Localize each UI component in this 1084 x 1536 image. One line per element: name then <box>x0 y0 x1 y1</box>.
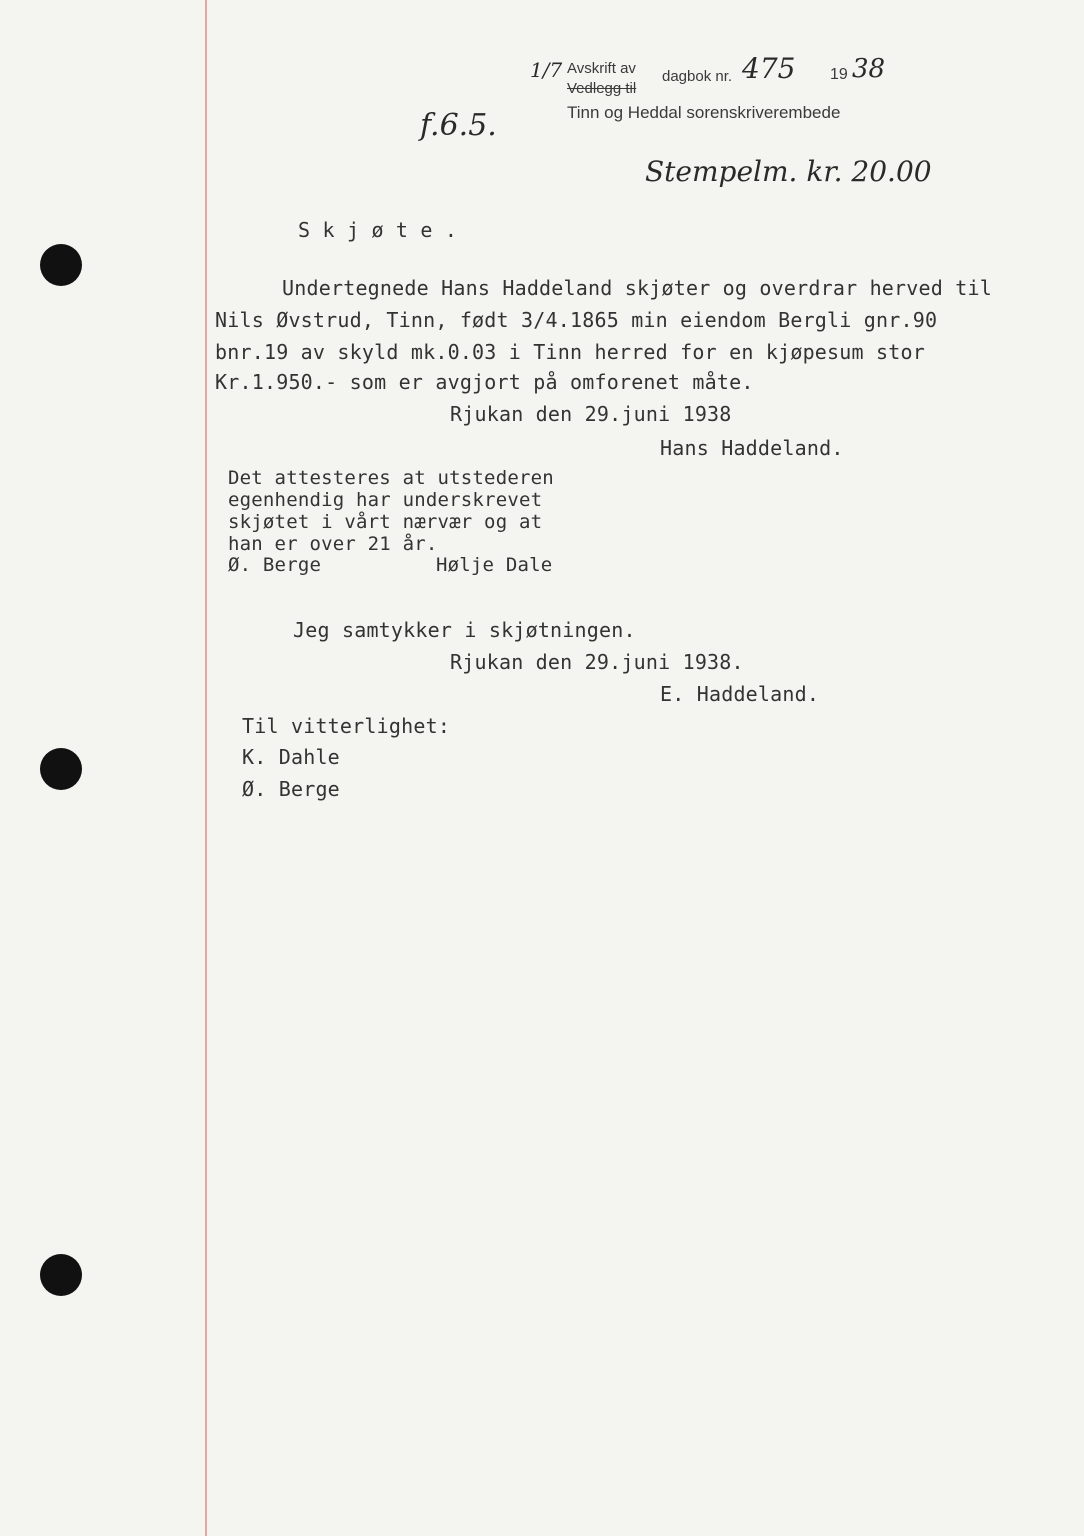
punch-hole-bottom <box>40 1254 82 1296</box>
body-line-2: Nils Øvstrud, Tinn, født 3/4.1865 min eiendom Bergli gnr.90 <box>215 308 938 332</box>
header-dagbok-label: dagbok nr. <box>662 68 733 85</box>
header-dagbok-number: 475 <box>742 52 796 85</box>
place-date-2: Rjukan den 29.juni 1938. <box>450 650 744 674</box>
attest-line-1: Det attesteres at utstederen <box>228 467 554 489</box>
consent-line: Jeg samtykker i skjøtningen. <box>293 618 636 642</box>
body-line-4: Kr.1.950.- som er avgjort på omforenet måte. <box>215 370 754 394</box>
margin-note: f.6.5. <box>420 108 497 143</box>
attest-line-2: egenhendig har underskrevet <box>228 489 543 511</box>
signer-2: E. Haddeland. <box>660 682 820 706</box>
witness-b: Hølje Dale <box>436 554 553 576</box>
body-line-3: bnr.19 av skyld mk.0.03 i Tinn herred for en kjøpesum stor <box>215 340 925 364</box>
vitterlighet-witness-1: K. Dahle <box>242 745 340 769</box>
header-avskrift-label: Avskrift av <box>567 60 636 77</box>
body-line-1: Undertegnede Hans Haddeland skjøter og overdrar herved til <box>282 276 992 300</box>
header-office: Tinn og Heddal sorenskriverembede <box>567 103 841 122</box>
header-year-printed: 19 <box>830 66 848 83</box>
margin-line <box>205 0 207 1536</box>
punch-hole-top <box>40 244 82 286</box>
stamp-fee: Stempelm. kr. 20.00 <box>645 155 932 188</box>
document-title: S k j ø t e . <box>298 218 458 242</box>
attest-line-3: skjøtet i vårt nærvær og at <box>228 511 543 533</box>
vitterlighet-label: Til vitterlighet: <box>242 714 451 738</box>
place-date-1: Rjukan den 29.juni 1938 <box>450 402 732 426</box>
witness-a: Ø. Berge <box>228 554 322 576</box>
signer-1: Hans Haddeland. <box>660 436 844 460</box>
header-vedlegg-struck: Vedlegg til <box>567 80 637 97</box>
header-year-hand: 38 <box>852 54 886 84</box>
attest-line-4: han er over 21 år. <box>228 533 438 555</box>
vitterlighet-witness-2: Ø. Berge <box>242 777 340 801</box>
header-fraction: 1/7 <box>530 58 563 82</box>
punch-hole-middle <box>40 748 82 790</box>
